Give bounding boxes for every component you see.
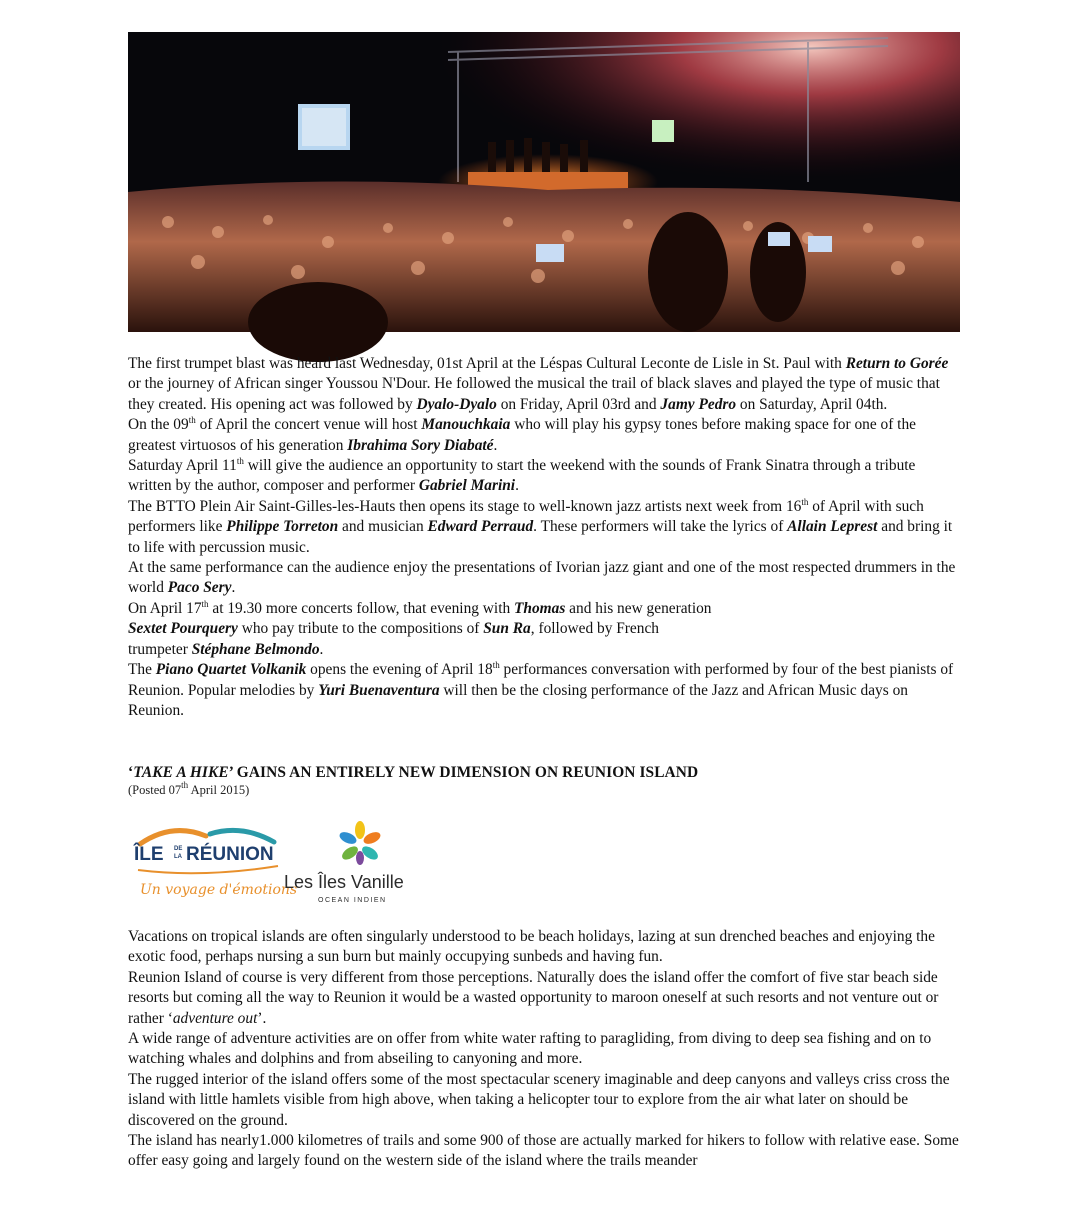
logo-vanille-name: Les Îles Vanille	[284, 872, 404, 892]
paragraph	[128, 968, 960, 1029]
emphasis: Thomas	[514, 599, 566, 617]
text-run: of April the concert venue will host	[195, 416, 422, 434]
text-run: On April 17	[128, 599, 202, 617]
superscript: th	[236, 456, 244, 467]
emphasis: Allain Leprest	[787, 518, 878, 536]
text-run: and his new generation	[565, 599, 712, 617]
text-run: opens the evening of April 18	[306, 661, 493, 679]
text-run: or the journey of African singer Youssou N'Dour. He followed the musical the trail of black slaves and played the type of music that they created. His opening act was followed by	[128, 375, 940, 413]
emphasis: Jamy Pedro	[660, 395, 737, 413]
text-run: The first trumpet blast was heard last Wednesday, 01st April at the Léspas Cultural Leconte de Lisle in St. Paul with	[128, 355, 846, 372]
text-run: Saturday April 11	[128, 457, 237, 475]
logo-tagline: Un voyage d'émotions	[140, 882, 298, 898]
text-run: of April with such performers like	[128, 497, 924, 536]
text-run: Vacations on tropical islands are often singularly understood to be beach holidays, lazing at sun drenched beaches and enjoying the exotic food, perhaps nursing a sun burn but mainly occupying sunbeds and having fun.	[128, 928, 935, 966]
emphasis: Manouchkaia	[421, 416, 511, 434]
ile-de-la-reunion-logo	[132, 822, 298, 904]
superscript: th	[188, 415, 196, 426]
paragraph	[128, 456, 960, 497]
paragraph	[128, 497, 960, 558]
superscript: th	[201, 598, 209, 609]
text-run: will give the audience an opportunity to start the weekend with the sounds of Frank Sinatra through a tribute written by the author, composer and performer	[128, 457, 916, 495]
paragraph	[128, 599, 960, 660]
logo-reunion: RÉUNION	[186, 844, 274, 865]
emphasis: Yuri Buenaventura	[318, 681, 440, 699]
paragraph	[128, 1029, 960, 1070]
les-iles-vanille-logo	[282, 822, 442, 906]
text-run: performances conversation with performed by four of the best pianists of Reunion. Popular melodies by	[128, 661, 954, 699]
paragraph	[128, 660, 960, 721]
emphasis: Paco Sery	[167, 579, 232, 597]
posted-before: (Posted 07	[128, 783, 182, 797]
text-run: on Saturday, April 04th.	[736, 395, 888, 413]
paragraph	[128, 927, 960, 968]
logo-ile: ÎLE	[134, 844, 164, 865]
emphasis: Sextet Pourquery	[128, 620, 238, 638]
text-run: who pay tribute to the compositions of	[237, 620, 484, 638]
emphasis: Piano Quartet Volkanik	[155, 661, 307, 679]
text-run: .	[319, 640, 324, 658]
posted-sup: th	[181, 780, 189, 790]
emphasis: Dyalo-Dyalo	[416, 395, 497, 413]
posted-after: April 2015)	[188, 783, 250, 797]
text-run: and bring it to life with percussion music.	[128, 518, 953, 556]
logo-de: DE	[174, 846, 183, 852]
superscript: th	[492, 660, 500, 671]
text-run: ’.	[257, 1009, 267, 1027]
text-run: at 19.30 more concerts follow, that evening with	[208, 599, 515, 617]
text-run: .	[231, 579, 236, 597]
text-run: A wide range of adventure activities are on offer from white water rafting to paragliding, from diving to deep sea fishing and on to watching whales and dolphins and from abseiling to canyoning and more.	[128, 1030, 932, 1068]
article-heading: ‘TAKE A HIKE’ GAINS AN ENTIRELY NEW DIMENSION ON REUNION ISLAND	[128, 764, 699, 781]
emphasis: Return to Gorée	[845, 355, 949, 372]
text-run: The rugged interior of the island offers some of the most spectacular scenery imaginable and deep canyons and valleys criss cross the island with little hamlets visible from high above, when taking a helicopter tour to explore from the air what later on should be discovered on the ground.	[128, 1070, 950, 1129]
logo-vanille-sub: OCEAN INDIEN	[318, 897, 387, 904]
text-run: will then be the closing performance of the Jazz and African Music days on Reunion.	[128, 681, 908, 719]
text-run: The island has nearly1.000 kilometres of trails and some 900 of those are actually marked for hikers to follow with relative ease. Some offer easy going and largely found on the western side of the island where the trails meander	[128, 1132, 959, 1170]
emphasis: Philippe Torreton	[226, 518, 339, 536]
text-run: .	[515, 477, 519, 495]
text-run: who will play his gypsy tones before making space for one of the greatest virtuosos of his generation	[128, 416, 916, 454]
text-run: on Friday, April 03rd and	[496, 395, 661, 413]
text-run: trumpeter	[128, 640, 192, 658]
paragraph	[128, 558, 960, 599]
text-run: , followed by French	[530, 620, 659, 638]
superscript: th	[801, 496, 809, 507]
emphasis: Sun Ra	[483, 620, 531, 638]
text-run: and musician	[338, 518, 428, 536]
text-run: .	[493, 436, 498, 454]
text-run: The BTTO Plein Air Saint-Gilles-les-Hauts then opens its stage to well-known jazz artists next week from 16	[128, 497, 802, 515]
text-run: Reunion Island of course is very different from those perceptions. Naturally does the island offer the comfort of five star beach side resorts but coming all the way to Reunion it would be a wasted opportunity to maroon oneself at such resorts and not venture out or rather ‘	[128, 968, 939, 1027]
paragraph	[128, 1070, 960, 1131]
emphasis: Edward Perraud	[427, 518, 534, 536]
paragraph	[128, 354, 960, 415]
heading-rest: GAINS AN ENTIRELY NEW DIMENSION ON REUNION ISLAND	[232, 764, 699, 781]
italic-text: adventure out	[172, 1009, 258, 1027]
article-take-a-hike	[128, 927, 960, 1172]
text-run: On the 09	[128, 416, 189, 434]
emphasis: Ibrahima Sory Diabaté	[347, 436, 494, 454]
article-jazz-festival	[128, 354, 960, 721]
text-run: The	[128, 661, 156, 679]
emphasis: Gabriel Marini	[418, 477, 516, 495]
text-run: . These performers will take the lyrics of	[533, 518, 788, 536]
concert-photo	[128, 32, 960, 332]
heading-quoted: TAKE A HIKE	[133, 764, 229, 781]
paragraph	[128, 415, 960, 456]
paragraph	[128, 1131, 960, 1172]
posted-date	[128, 780, 250, 798]
text-run: At the same performance can the audience enjoy the presentations of Ivorian jazz giant and one of the most respected drummers in the world	[128, 559, 956, 597]
emphasis: Stéphane Belmondo	[191, 640, 320, 658]
logo-la: LA	[174, 854, 182, 860]
